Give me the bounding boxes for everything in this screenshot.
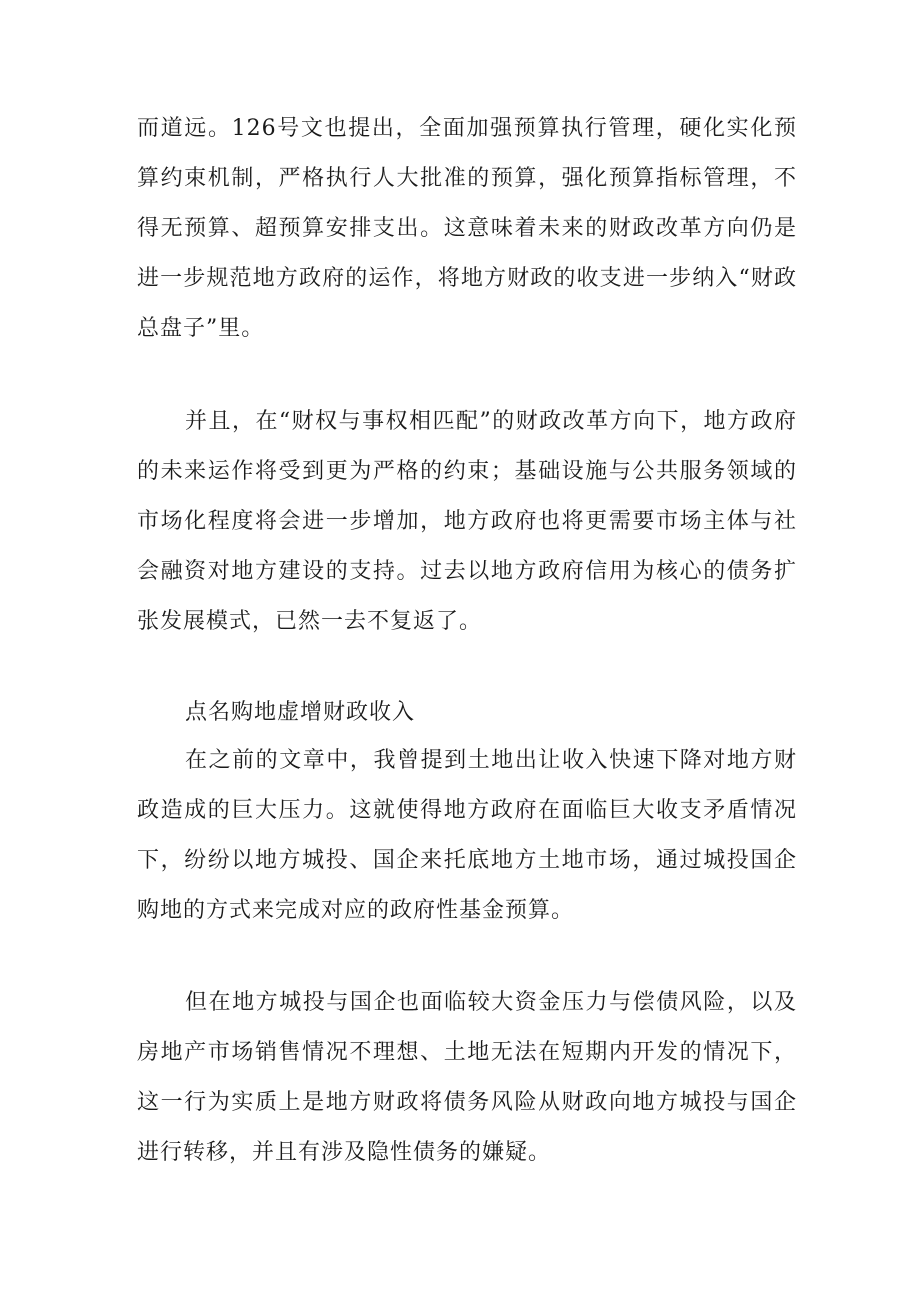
section-heading: 点名购地虚增财政收入	[185, 700, 416, 725]
paragraph-land-revenue: 在之前的文章中，我曾提到土地出让收入快速下降对地方财政造成的巨大压力。这就使得地方政府在面临巨大收支矛盾情况下，纷纷以地方城投、国企来托底地方土地市场，通过城投国企购地的方式来完成对应的政府性基金预算。	[137, 748, 797, 923]
paragraph-fiscal-reform: 并且，在“财权与事权相匹配”的财政改革方向下，地方政府的未来运作将受到更为严格的约束；基础设施与公共服务领域的市场化程度将会进一步增加，地方政府也将更需要市场主体与社会融资对地方建设的支持。过去以地方政府信用为核心的债务扩张发展模式，已然一去不复返了。	[137, 409, 797, 634]
paragraph-debt-risk: 但在地方城投与国企也面临较大资金压力与偿债风险，以及房地产市场销售情况不理想、土地无法在短期内开发的情况下，这一行为实质上是地方财政将债务风险从财政向地方城投与国企进行转移，并且有涉及隐性债务的嫌疑。	[137, 990, 797, 1165]
paragraph-fiscal-budget: 而道远。126号文也提出，全面加强预算执行管理，硬化实化预算约束机制，严格执行人大批准的预算，强化预算指标管理，不得无预算、超预算安排支出。这意味着未来的财政改革方向仍是进一步规范地方政府的运作，将地方财政的收支进一步纳入“财政总盘子”里。	[137, 116, 797, 341]
